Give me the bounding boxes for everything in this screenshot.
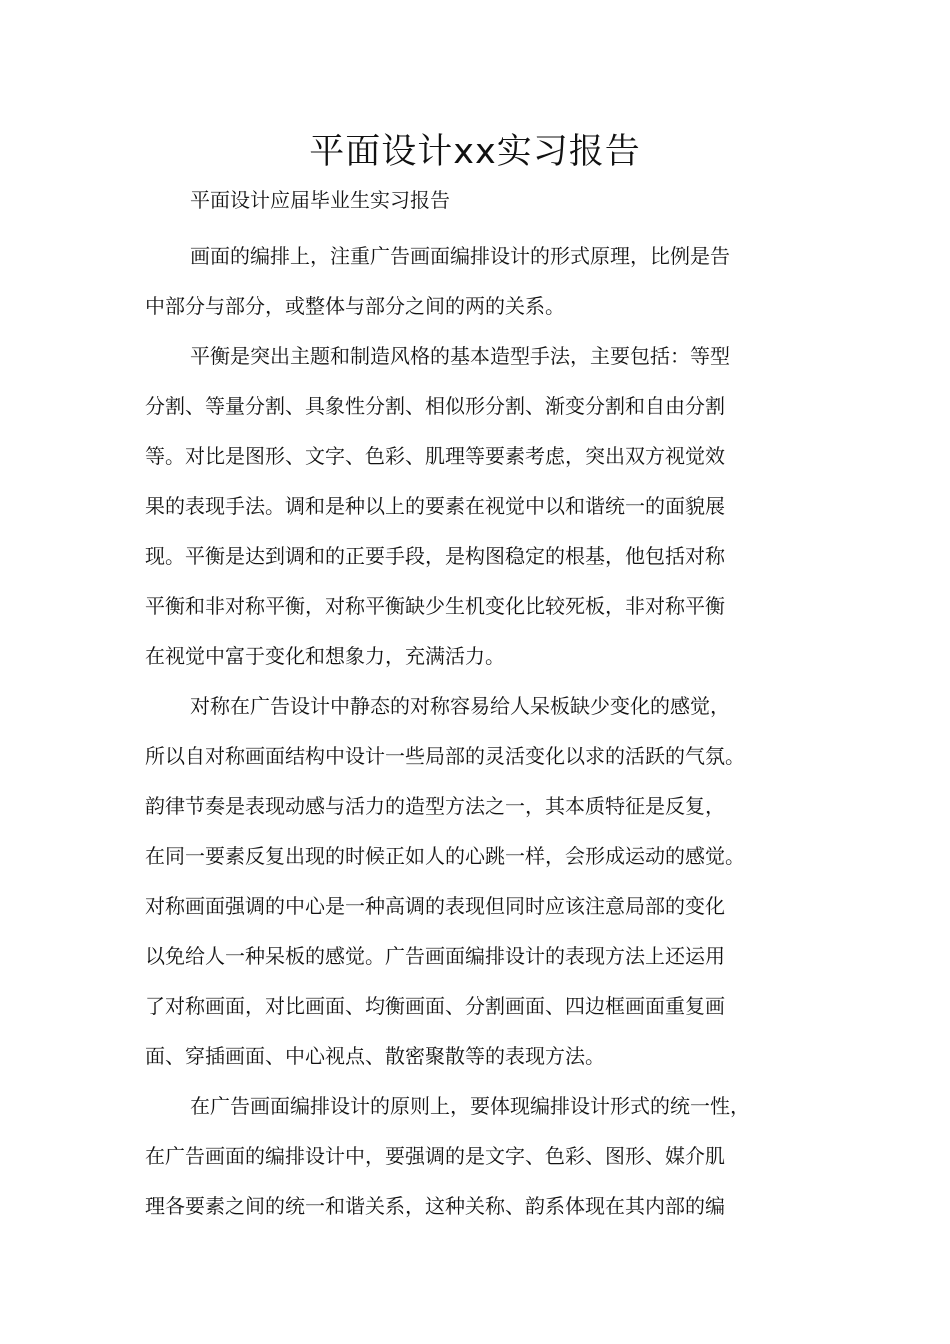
text-line: 所以自对称画面结构中设计一些局部的灵活变化以求的活跃的气氛。 (145, 744, 745, 768)
text-line: 平衡和非对称平衡，对称平衡缺少生机变化比较死板，非对称平衡 (145, 594, 725, 618)
text-line: 分割、等量分割、具象性分割、相似形分割、渐变分割和自由分割 (145, 394, 725, 418)
text-line: 在广告画面的编排设计中，要强调的是文字、色彩、图形、媒介肌 (145, 1144, 725, 1168)
text-line: 中部分与部分，或整体与部分之间的两的关系。 (145, 294, 565, 318)
text-line: 果的表现手法。调和是种以上的要素在视觉中以和谐统一的面貌展 (145, 494, 725, 518)
document-body (145, 231, 835, 1231)
text-line: 现。平衡是达到调和的正要手段，是构图稳定的根基，他包括对称 (145, 544, 725, 568)
paragraph (145, 331, 835, 681)
document-subtitle: 平面设计应届毕业生实习报告 (190, 188, 450, 212)
text-line: 对称在广告设计中静态的对称容易给人呆板缺少变化的感觉， (190, 694, 730, 718)
text-line: 面、穿插画面、中心视点、散密聚散等的表现方法。 (145, 1044, 605, 1068)
text-line: 在广告画面编排设计的原则上，要体现编排设计形式的统一性， (190, 1094, 750, 1118)
text-line: 韵律节奏是表现动感与活力的造型方法之一，其本质特征是反复， (145, 794, 725, 818)
paragraph (145, 1081, 835, 1231)
paragraph (145, 231, 835, 331)
text-line: 在视觉中富于变化和想象力，充满活力。 (145, 644, 505, 668)
text-line: 等。对比是图形、文字、色彩、肌理等要素考虑，突出双方视觉效 (145, 444, 725, 468)
document-title: 平面设计xx实习报告 (309, 132, 641, 172)
text-line: 画面的编排上，注重广告画面编排设计的形式原理，比例是告 (190, 244, 730, 268)
text-line: 在同一要素反复出现的时候正如人的心跳一样，会形成运动的感觉。 (145, 844, 745, 868)
text-line: 平衡是突出主题和制造风格的基本造型手法，主要包括：等型 (190, 344, 730, 368)
text-line: 以免给人一种呆板的感觉。广告画面编排设计的表现方法上还运用 (145, 944, 725, 968)
text-line: 了对称画面，对比画面、均衡画面、分割画面、四边框画面重复画 (145, 994, 725, 1018)
text-line: 对称画面强调的中心是一种高调的表现但同时应该注意局部的变化 (145, 894, 725, 918)
paragraph (145, 681, 835, 1081)
text-line: 理各要素之间的统一和谐关系，这种关称、韵系体现在其内部的编 (145, 1194, 725, 1218)
